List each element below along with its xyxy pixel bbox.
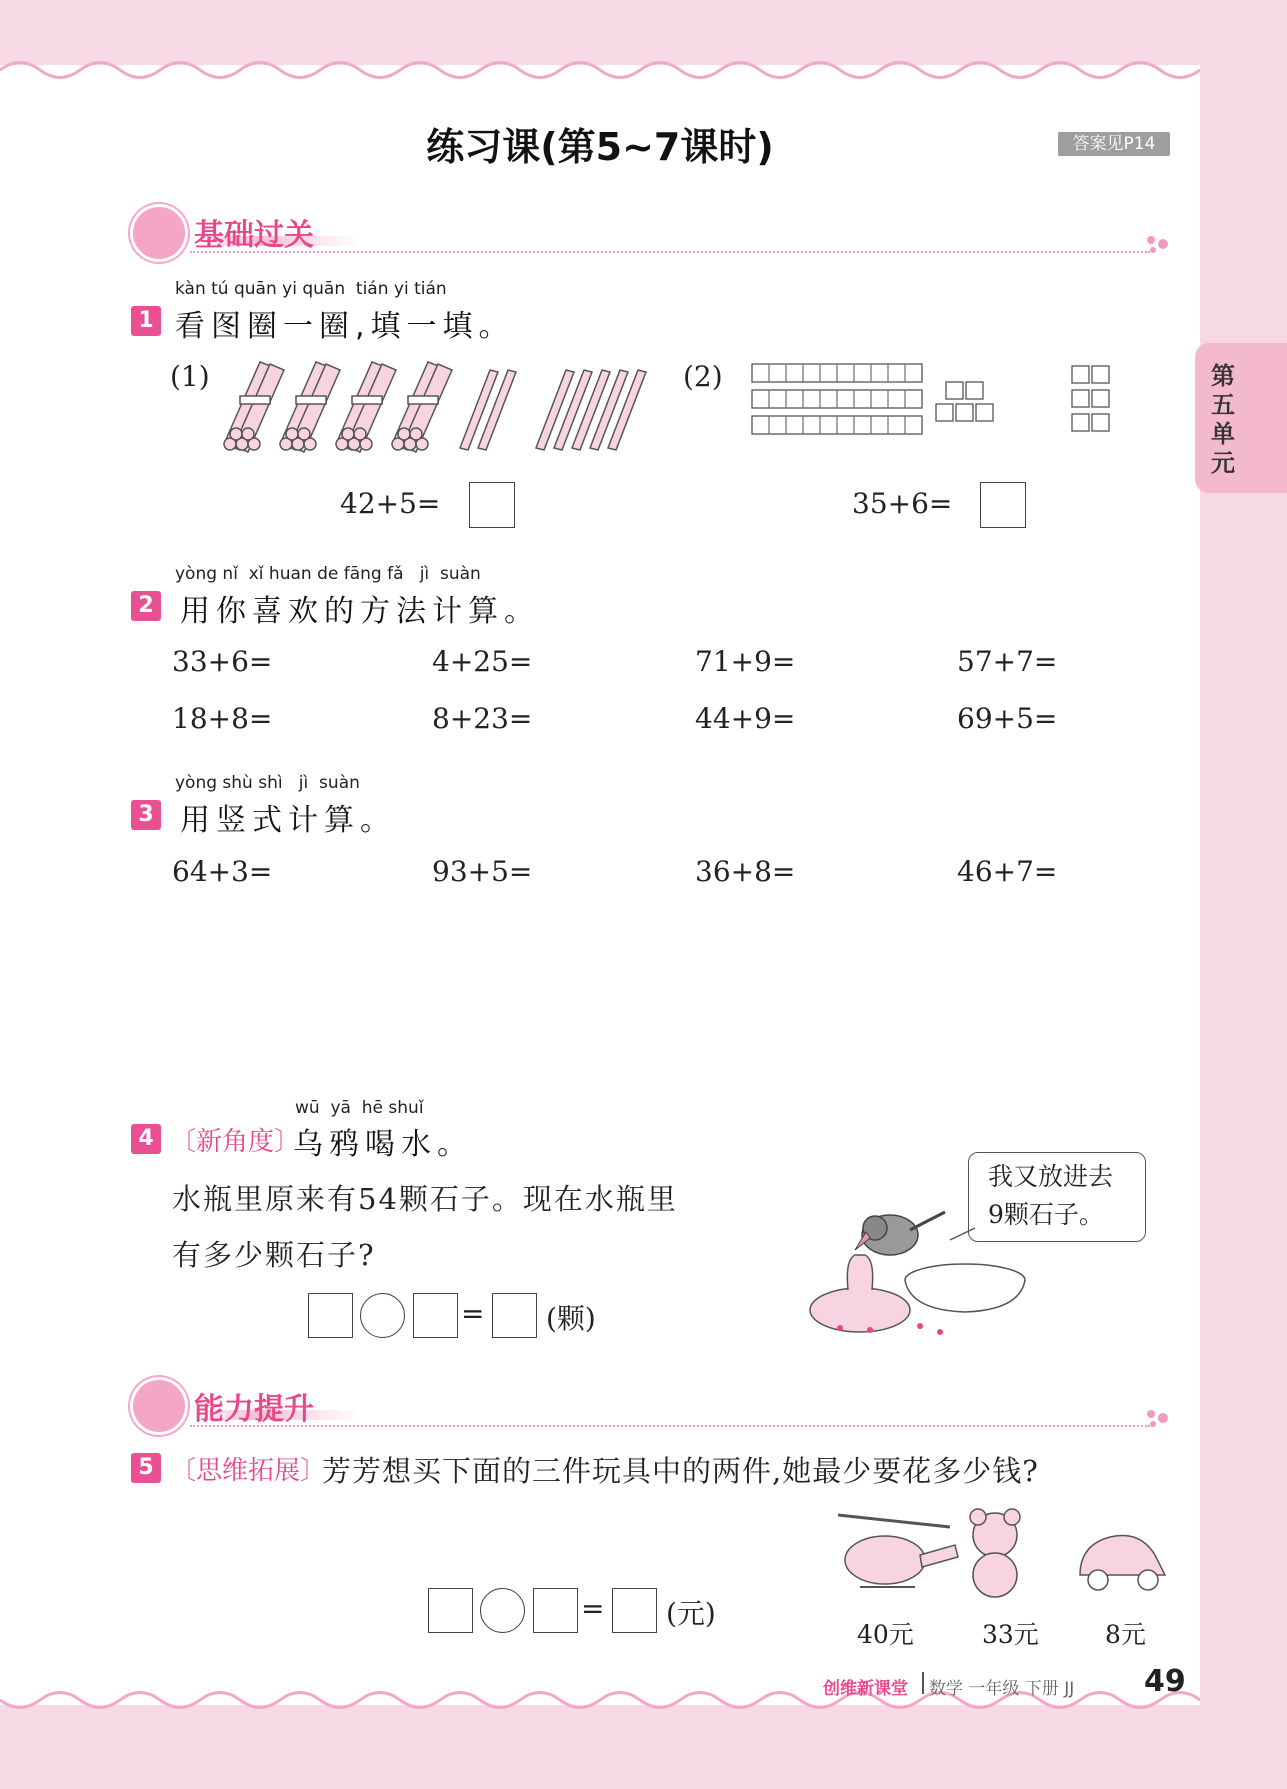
toy-price: 8元 [1105, 1620, 1146, 1649]
unit-tab-label: 第五单元 [1211, 362, 1235, 477]
q2-number: 2 [131, 591, 161, 621]
blocks-illustration [750, 360, 1130, 442]
q5-result-box[interactable] [612, 1588, 657, 1633]
section-heading-advanced: 能力提升 [194, 1392, 314, 1427]
dots-decoration-icon [1145, 1408, 1175, 1428]
section-divider [190, 251, 1150, 253]
footer-info: 数学 一年级 下册 JJ [929, 1679, 1075, 1699]
q3-number: 3 [131, 800, 161, 830]
footer-brand: 创维新课堂 [823, 1679, 908, 1699]
toy-price: 33元 [982, 1620, 1039, 1649]
q3-item: 36+8= [695, 855, 796, 888]
q1-part1-answer-box[interactable] [469, 482, 515, 528]
q4-line1: 水瓶里原来有54颗石子。现在水瓶里 [172, 1182, 678, 1216]
q4-unit: (颗) [546, 1302, 596, 1335]
page-title: 练习课(第5~7课时) [426, 125, 774, 169]
q4-pinyin: wū yā hē shuǐ [295, 1098, 424, 1118]
q4-result-box[interactable] [492, 1293, 537, 1338]
q5-text: 芳芳想买下面的三件玩具中的两件,她最少要花多少钱? [322, 1454, 1039, 1488]
q2-pinyin: yòng nǐ xǐ huan de fāng fǎ jì suàn [175, 564, 481, 584]
toy-car-icon [1080, 1535, 1165, 1590]
q2-item: 33+6= [172, 645, 273, 678]
q1-part1-label: (1) [170, 360, 210, 393]
q1-part2-label: (2) [683, 360, 723, 393]
q3-item: 93+5= [432, 855, 533, 888]
top-wave-border [0, 40, 1287, 80]
q1-part1-expression: 42+5= [340, 487, 441, 520]
q2-item: 69+5= [957, 702, 1058, 735]
bubble-line2: 9颗石子。 [988, 1200, 1104, 1229]
q4-number: 4 [131, 1124, 161, 1154]
crow-and-bottle-illustration [800, 1200, 1040, 1340]
q3-item: 64+3= [172, 855, 273, 888]
bubble-line1: 我又放进去 [988, 1162, 1114, 1191]
q2-item: 18+8= [172, 702, 273, 735]
bottom-wave-border [0, 1690, 1287, 1730]
helicopter-icon [838, 1515, 958, 1587]
q4-operand1-box[interactable] [308, 1293, 353, 1338]
q3-text: 用竖式计算。 [180, 803, 396, 838]
equals-sign: = [461, 1297, 485, 1330]
q1-text: 看图圈一圈,填一填。 [175, 309, 515, 344]
footer-divider [922, 1672, 924, 1694]
page-number: 49 [1144, 1664, 1186, 1699]
q3-item: 46+7= [957, 855, 1058, 888]
q2-item: 71+9= [695, 645, 796, 678]
toys-illustration [830, 1505, 1170, 1605]
q3-pinyin: yòng shù shì jì suàn [175, 773, 360, 793]
answer-reference: 答案见P14 [1058, 132, 1170, 156]
q2-text: 用你喜欢的方法计算。 [180, 594, 540, 629]
q1-number: 1 [131, 306, 161, 336]
q5-number: 5 [131, 1453, 161, 1483]
section-heading-basic: 基础过关 [194, 218, 314, 253]
equals-sign: = [581, 1592, 605, 1625]
q5-operand2-box[interactable] [533, 1588, 578, 1633]
boy-avatar-icon [130, 1377, 188, 1435]
dots-decoration-icon [1145, 234, 1175, 254]
q4-line2: 有多少颗石子? [172, 1238, 376, 1272]
q1-part2-answer-box[interactable] [980, 482, 1026, 528]
q4-operator-circle[interactable] [360, 1293, 405, 1338]
q2-item: 4+25= [432, 645, 533, 678]
girl-avatar-icon [130, 204, 188, 262]
q2-item: 44+9= [695, 702, 796, 735]
q2-item: 57+7= [957, 645, 1058, 678]
sticks-bundles-illustration [216, 356, 656, 458]
q4-text: 乌鸦喝水。 [293, 1127, 473, 1162]
q5-operator-circle[interactable] [480, 1588, 525, 1633]
q1-pinyin: kàn tú quān yi quān tián yi tián [175, 279, 447, 299]
q4-operand2-box[interactable] [413, 1293, 458, 1338]
section-divider [190, 1425, 1150, 1427]
q4-tag: 〔新角度〕 [170, 1127, 301, 1157]
q5-operand1-box[interactable] [428, 1588, 473, 1633]
toy-price: 40元 [857, 1620, 914, 1649]
q5-unit: (元) [666, 1597, 716, 1630]
teddy-bear-icon [970, 1509, 1020, 1597]
q5-tag: 〔思维拓展〕 [170, 1456, 327, 1486]
q1-part2-expression: 35+6= [852, 487, 953, 520]
q2-item: 8+23= [432, 702, 533, 735]
